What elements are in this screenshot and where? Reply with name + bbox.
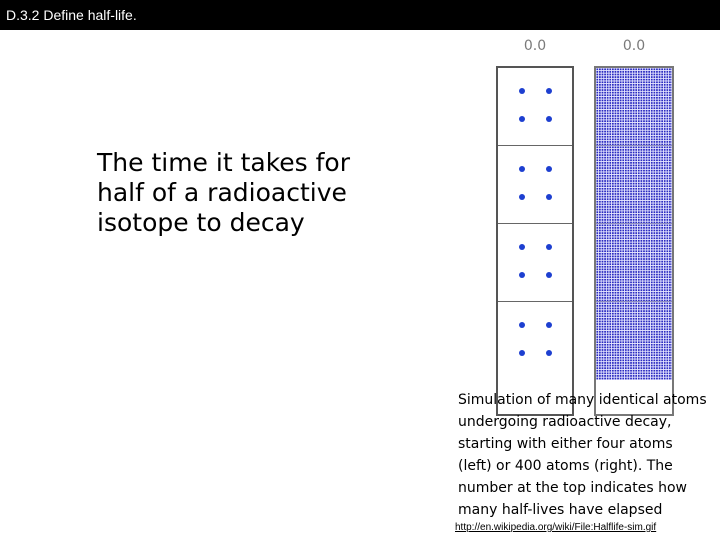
right-half-life-counter: 0.0 [622,38,646,54]
atom-dot [519,194,525,200]
decay-simulation-figure [490,38,680,383]
four-atom-panel [496,66,574,416]
source-link[interactable]: http://en.wikipedia.org/wiki/File:Halflife-sim.gif [455,522,657,533]
atom-cell [498,224,572,302]
atom-dot [546,88,552,94]
atom-dot [519,350,525,356]
atom-dot [519,166,525,172]
dense-atom-cell [596,302,672,380]
atom-dot [546,350,552,356]
atom-dot [546,322,552,328]
atom-dot [546,166,552,172]
dense-atom-cell [596,146,672,224]
slide-title-bar [0,0,720,30]
atom-dot [519,116,525,122]
figure-caption: Simulation of many identical atoms undergoing radioactive decay, starting with either four atoms (left) or 400 atoms (right). The number at the top indicates how many half-lives have elapsed [458,392,707,518]
slide-title: D.3.2 Define half-life. [6,7,137,23]
dense-atom-cell [596,68,672,146]
atom-dot [546,194,552,200]
atom-dot [546,244,552,250]
atom-dot [519,244,525,250]
atom-cell [498,146,572,224]
four-hundred-atom-panel [594,66,674,416]
atom-dot [519,88,525,94]
atom-dot [546,272,552,278]
half-life-definition: The time it takes for half of a radioactive isotope to decay [97,148,351,237]
atom-cell [498,68,572,146]
atom-dot [546,116,552,122]
atom-cell [498,302,572,380]
atom-dot [519,322,525,328]
dense-atom-cell [596,224,672,302]
left-half-life-counter: 0.0 [523,38,547,54]
atom-dot [519,272,525,278]
